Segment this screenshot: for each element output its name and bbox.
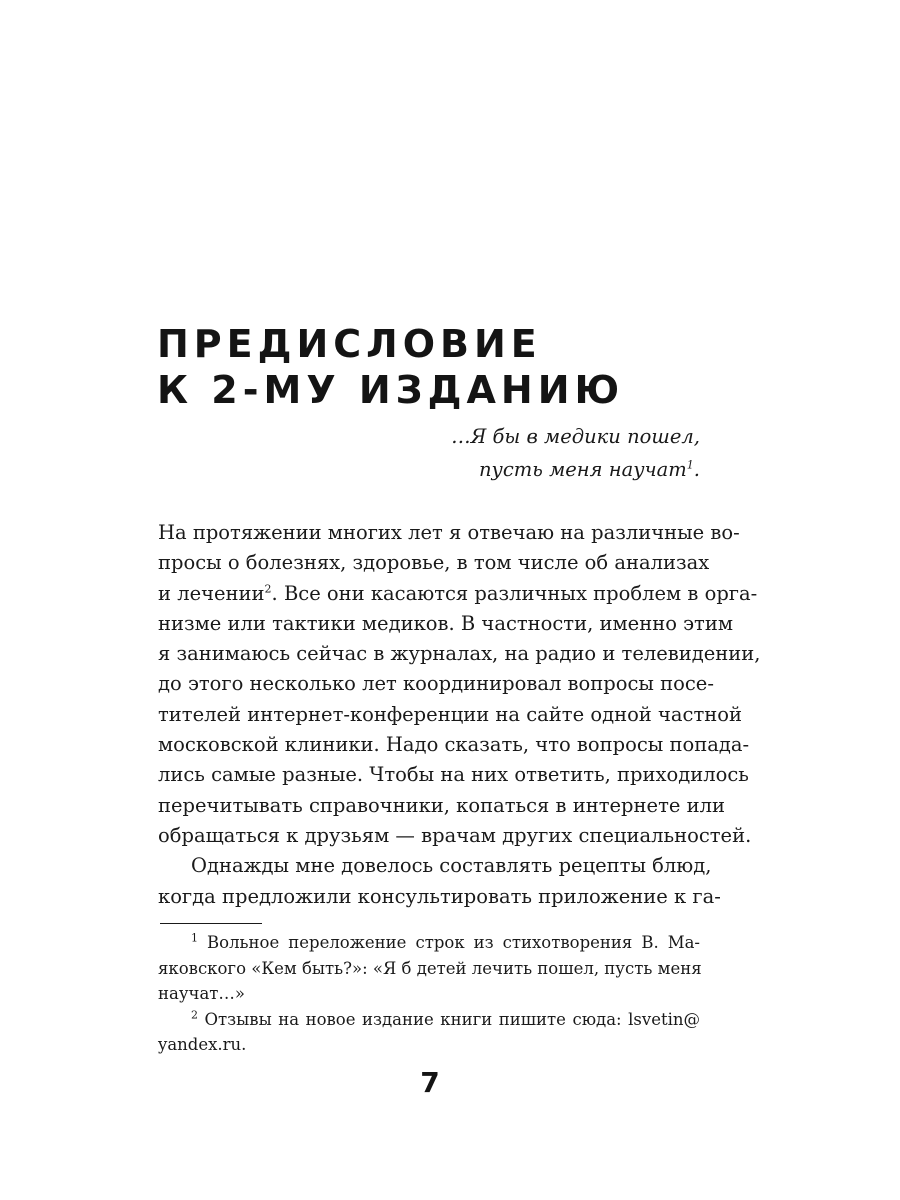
footnote-1-line-1 — [158, 930, 700, 956]
body-line-3-end: . Все они касаются различных проблем в орга- — [271, 581, 758, 605]
title-line-1: ПРЕДИСЛОВИЕ — [157, 322, 542, 367]
body-line — [158, 579, 758, 609]
body-line: лись самые разные. Чтобы на них ответить, приходилось — [158, 763, 749, 787]
epigraph — [451, 420, 700, 486]
body-line: тителей интернет-конференции на сайте одной частной — [158, 702, 742, 726]
body-line: перечитывать справочники, копаться в интернете или — [158, 793, 725, 817]
page-title — [157, 321, 657, 413]
body-line: низме или тактики медиков. В частности, именно этим — [158, 611, 734, 635]
epigraph-line-2-text: пусть меня научат — [479, 458, 687, 481]
body-line: когда предложили консультировать приложение к га- — [158, 884, 721, 908]
footnote-2-line-2: yandex.ru. — [158, 1035, 247, 1054]
footnote-2-line-1 — [158, 1007, 700, 1033]
body-text — [158, 518, 761, 912]
epigraph-line-1: …Я бы в медики пошел, — [451, 425, 700, 448]
epigraph-line-2 — [451, 453, 700, 486]
footnote-1-number: 1 — [191, 931, 198, 945]
footnotes — [158, 930, 700, 1058]
epigraph-line-2-end: . — [693, 458, 700, 481]
footnote-ref-1: 1 — [686, 458, 694, 472]
body-line: Однажды мне довелось составлять рецепты блюд, — [191, 854, 712, 878]
footnote-ref-2: 2 — [264, 582, 272, 596]
body-line: просы о болезнях, здоровье, в том числе об анализах — [158, 551, 710, 575]
body-line: На протяжении многих лет я отвечаю на различные во- — [158, 521, 740, 544]
body-line-3-start: и лечении — [158, 581, 265, 605]
body-line: до этого несколько лет координировал вопросы посе- — [158, 672, 714, 696]
footnote-divider — [160, 923, 262, 924]
footnote-2-text-1: Отзывы на новое издание книги пишите сюда: lsvetin@ — [204, 1009, 700, 1029]
footnote-1-text-1: Вольное переложение строк из стихотворения В. Ма- — [207, 933, 701, 952]
body-line: московской клиники. Надо сказать, что вопросы попада- — [158, 733, 750, 757]
body-line: я занимаюсь сейчас в журналах, на радио и телевидении, — [158, 642, 761, 666]
title-line-2: К 2-МУ ИЗДАНИЮ — [157, 368, 625, 413]
footnote-1-line-3: научат…» — [158, 984, 246, 1003]
footnote-2-number: 2 — [191, 1008, 198, 1021]
body-line: обращаться к друзьям — врачам других специальностей. — [158, 823, 752, 847]
footnote-1-line-2: яковского «Кем быть?»: «Я б детей лечить пошел, пусть меня — [158, 958, 702, 978]
page-number: 7 — [420, 1066, 440, 1099]
